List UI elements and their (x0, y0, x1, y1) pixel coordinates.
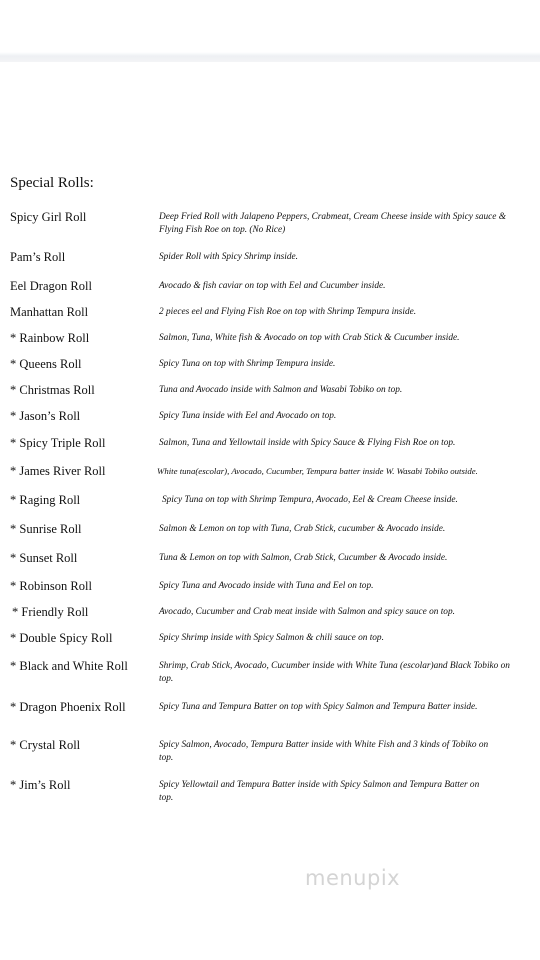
roll-description: Spicy Salmon, Avocado, Tempura Batter inside with White Fish and 3 kinds of Tobiko on top. (159, 740, 489, 763)
roll-name: * Robinson Roll (10, 579, 92, 593)
roll-description: Shrimp, Crab Stick, Avocado, Cucumber inside with White Tuna (escolar)and Black Tobiko on top. (159, 661, 510, 684)
roll-name: * Dragon Phoenix Roll (10, 700, 126, 714)
roll-name: Manhattan Roll (10, 305, 89, 319)
roll-name: * Sunset Roll (10, 551, 78, 565)
roll-name: * Sunrise Roll (10, 522, 82, 536)
roll-name: * Raging Roll (10, 493, 81, 507)
roll-description: Spicy Shrimp inside with Spicy Salmon & chili sauce on top. (159, 633, 384, 643)
roll-description: Spicy Tuna on top with Shrimp Tempura inside. (159, 359, 336, 369)
roll-description: Avocado & fish caviar on top with Eel and Cucumber inside. (159, 281, 386, 291)
roll-name: * Christmas Roll (10, 383, 95, 397)
roll-name: * Spicy Triple Roll (10, 436, 106, 450)
roll-description: Spicy Tuna on top with Shrimp Tempura, Avocado, Eel & Cream Cheese inside. (162, 495, 458, 505)
roll-name: Spicy Girl Roll (10, 210, 87, 224)
roll-description: Salmon, Tuna, White fish & Avocado on top with Crab Stick & Cucumber inside. (159, 333, 460, 343)
roll-description: Spider Roll with Spicy Shrimp inside. (159, 252, 298, 262)
roll-description: Spicy Yellowtail and Tempura Batter inside with Spicy Salmon and Tempura Batter on top. (159, 780, 480, 803)
roll-description: Spicy Tuna and Avocado inside with Tuna and Eel on top. (159, 581, 374, 591)
roll-description: White tuna(escolar), Avocado, Cucumber, Tempura batter inside W. Wasabi Tobiko outside. (157, 466, 478, 476)
roll-name: * Crystal Roll (10, 738, 81, 752)
roll-name: * James River Roll (10, 464, 106, 478)
roll-description: Tuna and Avocado inside with Salmon and Wasabi Tobiko on top. (159, 385, 403, 395)
roll-description: Tuna & Lemon on top with Salmon, Crab Stick, Cucumber & Avocado inside. (159, 553, 448, 563)
roll-name: * Double Spicy Roll (10, 631, 113, 645)
roll-description: Spicy Tuna and Tempura Batter on top with Spicy Salmon and Tempura Batter inside. (159, 702, 478, 712)
top-band (0, 0, 540, 62)
roll-description: Spicy Tuna inside with Eel and Avocado on top. (159, 411, 337, 421)
section-title: Special Rolls: (10, 175, 94, 191)
roll-name: Pam’s Roll (10, 250, 66, 264)
roll-description: Salmon, Tuna and Yellowtail inside with Spicy Sauce & Flying Fish Roe on top. (159, 438, 456, 448)
roll-name: * Friendly Roll (12, 605, 89, 619)
roll-description: Deep Fried Roll with Jalapeno Peppers, Crabmeat, Cream Cheese inside with Spicy sauce & Flying Fish Roe on top. (No Rice) (159, 212, 506, 235)
roll-name: * Black and White Roll (10, 659, 128, 673)
roll-name: * Jim’s Roll (10, 778, 71, 792)
menupix-watermark: menupix (305, 866, 401, 890)
roll-description: 2 pieces eel and Flying Fish Roe on top with Shrimp Tempura inside. (159, 307, 417, 317)
roll-name: Eel Dragon Roll (10, 279, 92, 293)
roll-name: * Rainbow Roll (10, 331, 90, 345)
roll-description: Salmon & Lemon on top with Tuna, Crab Stick, cucumber & Avocado inside. (159, 524, 446, 534)
roll-name: * Jason’s Roll (10, 409, 81, 423)
roll-description: Avocado, Cucumber and Crab meat inside with Salmon and spicy sauce on top. (159, 607, 455, 617)
roll-name: * Queens Roll (10, 357, 82, 371)
